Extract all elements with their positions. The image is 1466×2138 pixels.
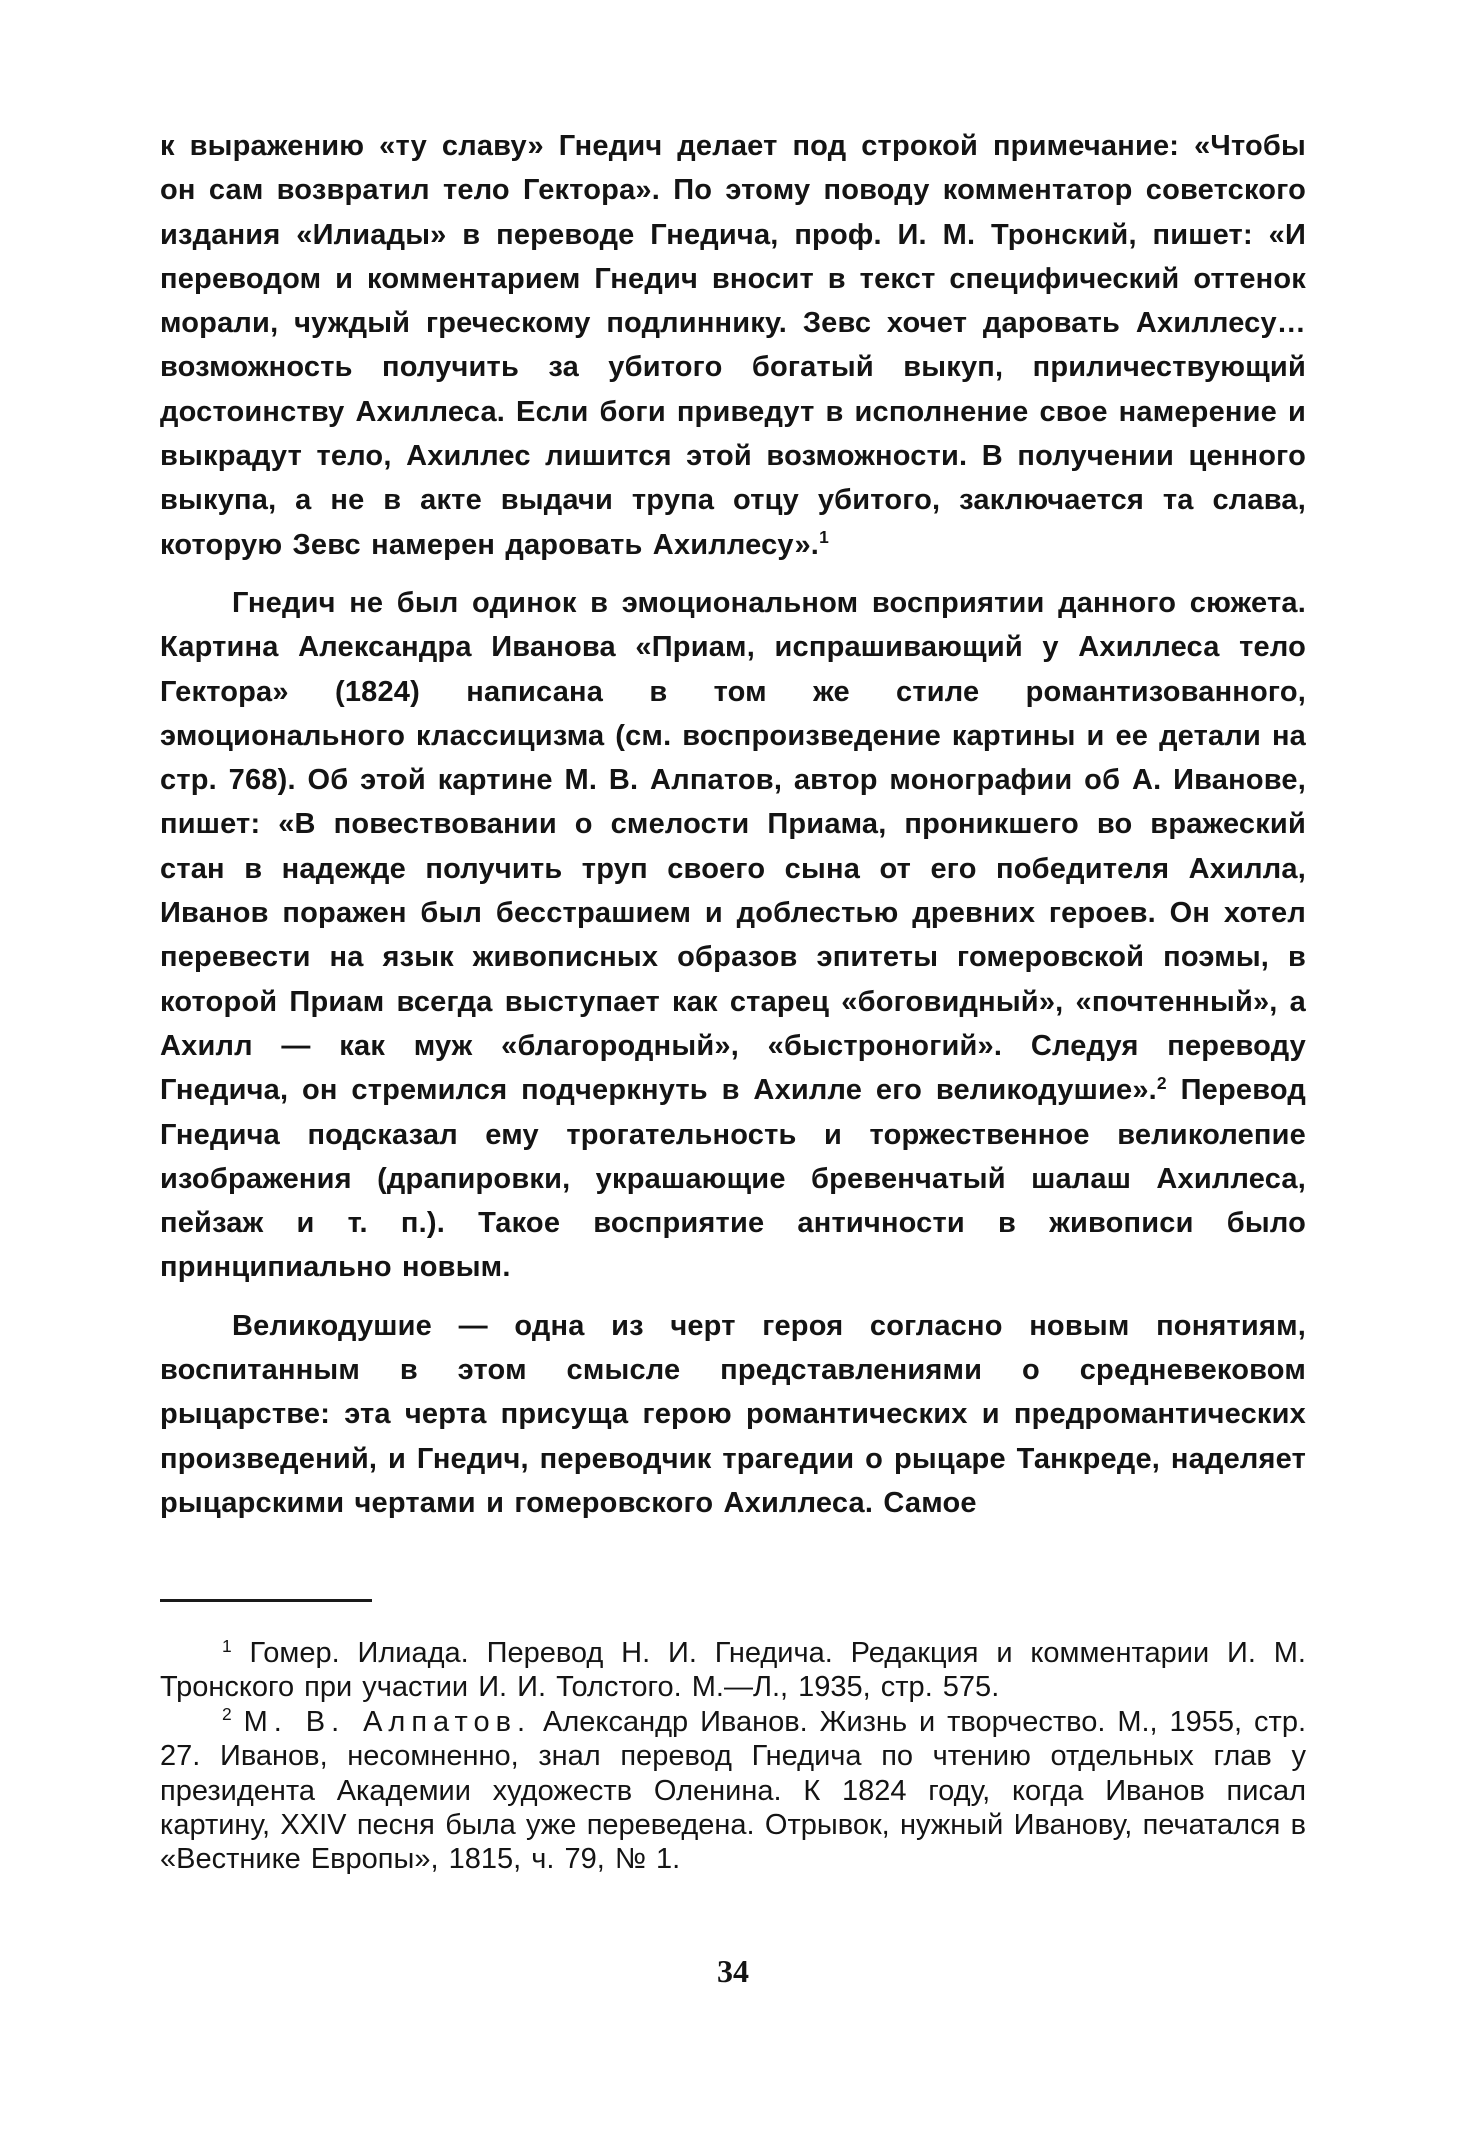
footnote-1-mark: 1 [222, 1635, 232, 1656]
paragraph-1-text: к выражению «ту славу» Гнедич делает под строкой примечание: «Чтобы он сам возвратил тело Гектора». По этому поводу комментатор советского издания «Илиады» в переводе Гнедича, проф. И. М. Тронский, пишет: «И переводом и комментарием Гнедич вносит в текст специфический оттенок морали, чуждый греческому подлиннику. Зевс хочет даровать Ахиллесу… возможность получить за убитого богатый выкуп, приличествующий достоинству Ахиллеса. Если боги приведут в исполнение свое намерение и выкрадут тело, Ахиллес лишится этой возможности. В получении ценного выкупа, а не в акте выдачи трупа отцу убитого, заключается та слава, которую Зевс намерен даровать Ахиллесу». [160, 130, 1306, 561]
paragraph-3-text: Великодушие — одна из черт героя согласно новым понятиям, воспитанным в этом смысле представлениями о средневековом рыцарстве: эта черта присуща герою романтических и предромантических произведений, и Гнедич, переводчик трагедии о рыцаре Танкреде, наделяет рыцарскими чертами и гомеровского Ахиллеса. Самое [160, 1309, 1306, 1519]
footnote-ref-2: 2 [1156, 1072, 1167, 1093]
main-text [160, 124, 1306, 1525]
footnote-1 [160, 1636, 1306, 1705]
paragraph-2-text-continued: Перевод Гнедича подсказал ему трогательность и торжественное великолепие изображения (драпировки, украшающие бревенчатый шалаш Ахиллеса, пейзаж и т. п.). Такое восприятие античности в живописи было принципиально новым. [160, 1074, 1306, 1284]
footnote-ref-1: 1 [819, 527, 829, 548]
paragraph-2 [160, 581, 1306, 1290]
paragraph-1 [160, 124, 1306, 567]
page-number: 34 [717, 1953, 749, 1989]
footnotes [160, 1636, 1306, 1877]
footnote-separator [160, 1599, 372, 1602]
paragraph-3 [160, 1304, 1306, 1525]
footnote-2-mark: 2 [222, 1704, 232, 1725]
footnote-2-text: Александр Иванов. Жизнь и творчество. М., 1955, стр. 27. Иванов, несомненно, знал перевод Гнедича по чтению отдельных глав у президента Академии художеств Оленина. К 1824 году, когда Иванов писал картину, XXIV песня была уже переведена. Отрывок, нужный Иванову, печатался в «Вестнике Европы», 1815, ч. 79, № 1. [160, 1705, 1306, 1876]
footnote-2-author: М. В. Алпатов. [243, 1705, 532, 1738]
footnote-1-text: Гомер. Илиада. Перевод Н. И. Гнедича. Редакция и комментарии И. М. Тронского при участии И. И. Толстого. М.—Л., 1935, стр. 575. [160, 1637, 1306, 1704]
paragraph-2-text: Гнедич не был одинок в эмоциональном восприятии данного сюжета. Картина Александра Иванова «Приам, испрашивающий у Ахиллеса тело Гектора» (1824) написана в том же стиле романтизованного, эмоционального классицизма (см. воспроизведение картины и ее детали на стр. 768). Об этой картине М. В. Алпатов, автор монографии об А. Иванове, пишет: «В повествовании о смелости Приама, проникшего во вражеский стан в надежде получить труп своего сына от его победителя Ахилла, Иванов поражен был бесстрашием и доблестью древних героев. Он хотел перевести на язык живописных образов эпитеты гомеровской поэмы, в которой Приам всегда выступает как старец «боговидный», «почтенный», а Ахилл — как муж «благородный», «быстроногий». Следуя переводу Гнедича, он стремился подчеркнуть в Ахилле его великодушие». [160, 586, 1306, 1107]
footnote-2 [160, 1705, 1306, 1877]
